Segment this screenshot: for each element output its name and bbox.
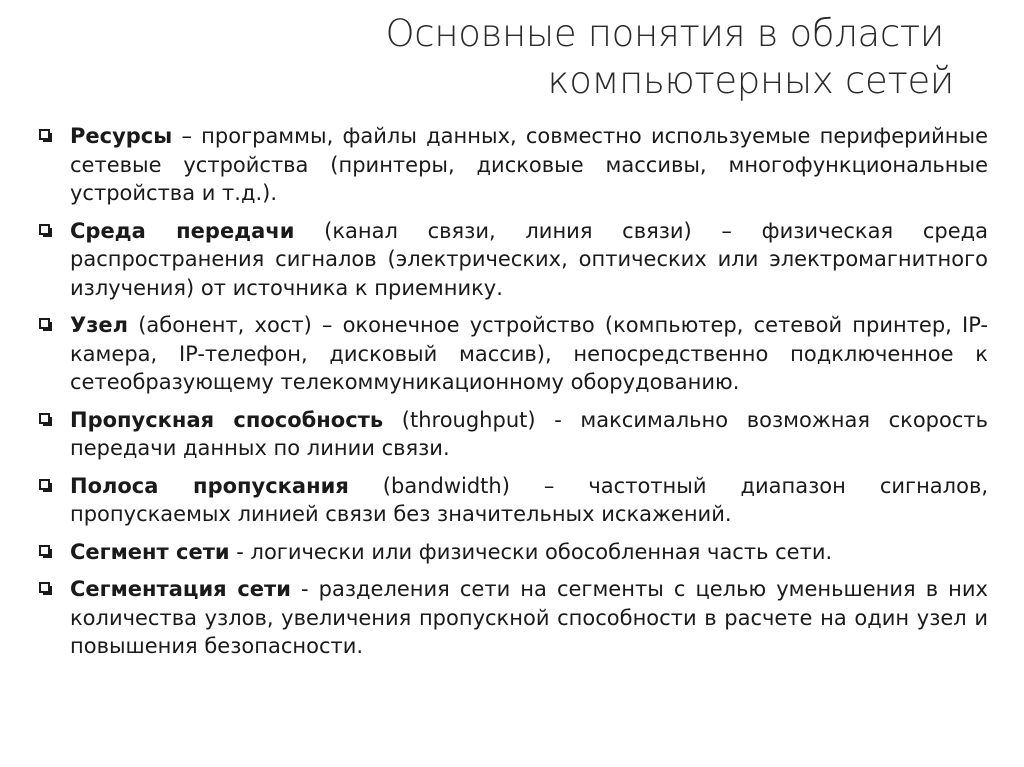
item-text: (абонент, хост) – оконечное устройство (компьютер, сетевой принтер, IP-камера, IP-телефон, дисковый массив), непосредственно подключенное к сетеобразующему телекоммуникационному оборудованию.: [70, 313, 988, 394]
definitions-list: [38, 122, 988, 670]
item-text: (канал связи, линия связи) – физическая среда распространения сигналов (электрических, оптических или электромагнитного излучения) от источника к приемнику.: [70, 218, 988, 300]
item-term: Пропускная способность: [70, 407, 384, 432]
item-term: Сегментация сети: [70, 577, 291, 601]
item-term: Среда передачи: [70, 218, 295, 243]
checkbox-square-icon: [39, 129, 50, 140]
item-text: (throughput) - максимально возможная скорость передачи данных по линии связи.: [70, 407, 989, 460]
slide-title: [354, 10, 954, 104]
list-item: [38, 406, 988, 463]
checkbox-square-icon: [39, 545, 50, 556]
item-text: - разделения сети на сегменты с целью уменьшения в них количества узлов, увеличения пропускной способности в расчете на один узел и повышения безопасности.: [70, 577, 988, 658]
checkbox-square-icon: [39, 224, 50, 235]
list-item: [38, 311, 988, 397]
item-text: (bandwidth) – частотный диапазон сигналов, пропускаемых линией связи без значительных искажений.: [70, 473, 988, 526]
checkbox-square-icon: [39, 479, 50, 490]
slide-title-line-2: компьютерных сетей: [547, 59, 954, 102]
list-item: [38, 122, 988, 208]
item-term: Узел: [70, 313, 129, 337]
item-text: – программы, файлы данных, совместно используемые периферийные сетевые устройства (принтеры, дисковые массивы, многофункциональные устройства и т.д.).: [70, 124, 988, 205]
item-term: Ресурсы: [70, 124, 173, 148]
item-term: Полоса пропускания: [70, 473, 349, 498]
checkbox-square-icon: [39, 582, 50, 593]
checkbox-square-icon: [39, 318, 50, 329]
list-item: [38, 538, 988, 567]
list-item: [38, 575, 988, 661]
checkbox-square-icon: [39, 413, 50, 424]
item-text: - логически или физически обособленная часть сети.: [229, 539, 833, 564]
item-term: Сегмент сети: [70, 539, 230, 564]
list-item: [38, 217, 988, 303]
slide-title-line-1: Основные понятия в области: [385, 12, 944, 55]
list-item: [38, 472, 988, 529]
